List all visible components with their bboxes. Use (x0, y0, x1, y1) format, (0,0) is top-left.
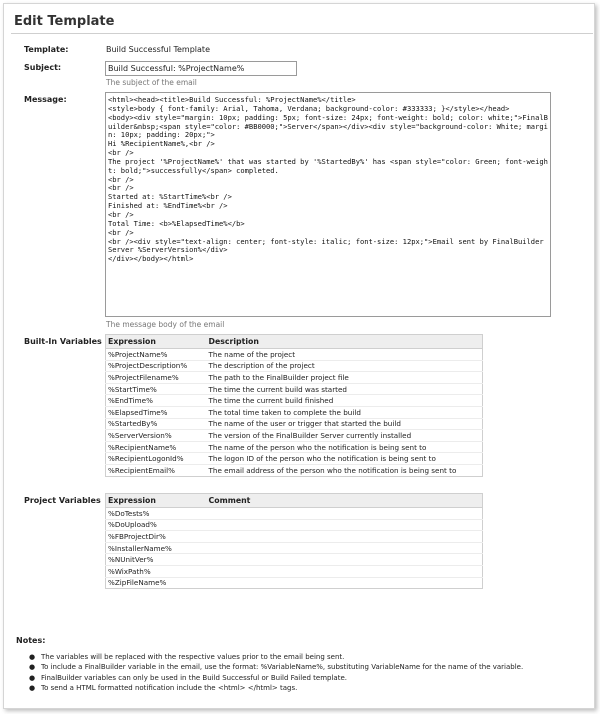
column-header-description: Description (207, 335, 483, 349)
table-row (106, 349, 483, 361)
comment-cell (207, 531, 483, 543)
template-name: Build Successful Template (106, 45, 210, 54)
bullet-icon: ● (29, 653, 36, 661)
table-row (106, 519, 483, 531)
message-label: Message: (24, 95, 67, 104)
expression-cell: %RecipientLogonId% (106, 453, 207, 465)
table-row (106, 395, 483, 407)
message-hint: The message body of the email (106, 320, 225, 329)
comment-cell (207, 565, 483, 577)
note-item (29, 662, 523, 672)
expression-cell: %StartTime% (106, 383, 207, 395)
table-header-row (106, 335, 483, 349)
note-text: FinalBuilder variables can only be used in the Build Successful or Build Failed template. (41, 673, 348, 682)
builtin-variables-table (105, 334, 483, 477)
template-label: Template: (24, 45, 69, 54)
table-row (106, 577, 483, 589)
expression-cell: %ElapsedTime% (106, 406, 207, 418)
page-title: Edit Template (14, 14, 115, 29)
expression-cell: %FBProjectDir% (106, 531, 207, 543)
comment-cell (207, 554, 483, 566)
table-row (106, 372, 483, 384)
table-row (106, 531, 483, 543)
expression-cell: %StartedBy% (106, 418, 207, 430)
project-variables-label: Project Variables (24, 496, 101, 505)
expression-cell: %ProjectDescription% (106, 360, 207, 372)
table-row (106, 406, 483, 418)
note-item (29, 683, 523, 693)
description-cell: The version of the FinalBuilder Server currently installed (207, 430, 483, 442)
column-header-expression: Expression (106, 335, 207, 349)
description-cell: The logon ID of the person who the notification is being sent to (207, 453, 483, 465)
expression-cell: %ProjectName% (106, 349, 207, 361)
builtin-variables-label: Built-In Variables (24, 337, 102, 346)
expression-cell: %RecipientEmail% (106, 464, 207, 476)
expression-cell: %RecipientName% (106, 441, 207, 453)
description-cell: The description of the project (207, 360, 483, 372)
bullet-icon: ● (29, 684, 36, 693)
message-body: <html><head><title>Build Successful: %ProjectName%</title> <style>body { font-family: Arial, Tahoma, Verdana; background-color: #333333; }</style></head> <body><div style="margin: 10px; padding: 5px; font-size: 24px; font-weight: bold; color: white;">FinalBuilder&nbsp;<span style="color: #BB0000;">Server</span></div><div style="background-color: White; margin: 10px; padding: 20px;"> Hi %RecipientName%,<br /> <br /> The project '%ProjectName%' that was started by '%StartedBy%' has <span style="color: Green; font-weight: bold;">successfully</span> completed. <br /> <br /> Started at: %StartTime%<br /> Finished at: %EndTime%<br /> <br /> Total Time: <b>%ElapsedTime%</b> <br /> <br /><div style="text-align: center; font-style: italic; font-size: 12px;">Email sent by FinalBuilder Server %ServerVersion%</div> </div></body></html> (108, 95, 548, 264)
description-cell: The name of the project (207, 349, 483, 361)
note-text: To include a FinalBuilder variable in the email, use the format: %VariableName%, substituting VariableName for the name of the variable. (41, 663, 524, 672)
table-row (106, 565, 483, 577)
description-cell: The time the current build was started (207, 383, 483, 395)
table-row (106, 383, 483, 395)
description-cell: The total time taken to complete the build (207, 406, 483, 418)
expression-cell: %InstallerName% (106, 542, 207, 554)
message-textarea[interactable] (105, 92, 551, 317)
table-row (106, 430, 483, 442)
table-row (106, 464, 483, 476)
table-row (106, 441, 483, 453)
comment-cell (207, 508, 483, 520)
expression-cell: %DoUpload% (106, 519, 207, 531)
expression-cell: %WixPath% (106, 565, 207, 577)
table-row (106, 542, 483, 554)
expression-cell: %DoTests% (106, 508, 207, 520)
comment-cell (207, 542, 483, 554)
notes-label: Notes: (16, 636, 46, 645)
description-cell: The time the current build finished (207, 395, 483, 407)
expression-cell: %NUnitVer% (106, 554, 207, 566)
title-divider (11, 33, 593, 34)
note-item (29, 673, 523, 683)
note-item (29, 652, 523, 662)
table-row (106, 453, 483, 465)
expression-cell: %ZipFileName% (106, 577, 207, 589)
expression-cell: %ServerVersion% (106, 430, 207, 442)
subject-label: Subject: (24, 63, 62, 72)
table-row (106, 508, 483, 520)
description-cell: The name of the person who the notification is being sent to (207, 441, 483, 453)
table-header-row (106, 494, 483, 508)
description-cell: The path to the FinalBuilder project file (207, 372, 483, 384)
table-row (106, 418, 483, 430)
column-header-expression: Expression (106, 494, 207, 508)
comment-cell (207, 519, 483, 531)
comment-cell (207, 577, 483, 589)
bullet-icon: ● (29, 673, 36, 682)
table-row (106, 554, 483, 566)
description-cell: The email address of the person who the notification is being sent to (207, 464, 483, 476)
subject-hint: The subject of the email (106, 78, 197, 87)
expression-cell: %ProjectFilename% (106, 372, 207, 384)
table-row (106, 360, 483, 372)
subject-input[interactable] (105, 61, 297, 76)
project-variables-table (105, 493, 483, 589)
notes-list (29, 652, 523, 694)
expression-cell: %EndTime% (106, 395, 207, 407)
note-text: To send a HTML formatted notification include the <html> </html> tags. (41, 684, 298, 693)
description-cell: The name of the user or trigger that started the build (207, 418, 483, 430)
edit-template-panel (3, 3, 595, 709)
note-text: The variables will be replaced with the respective values prior to the email being sent. (41, 653, 345, 661)
bullet-icon: ● (29, 663, 36, 672)
column-header-comment: Comment (207, 494, 483, 508)
